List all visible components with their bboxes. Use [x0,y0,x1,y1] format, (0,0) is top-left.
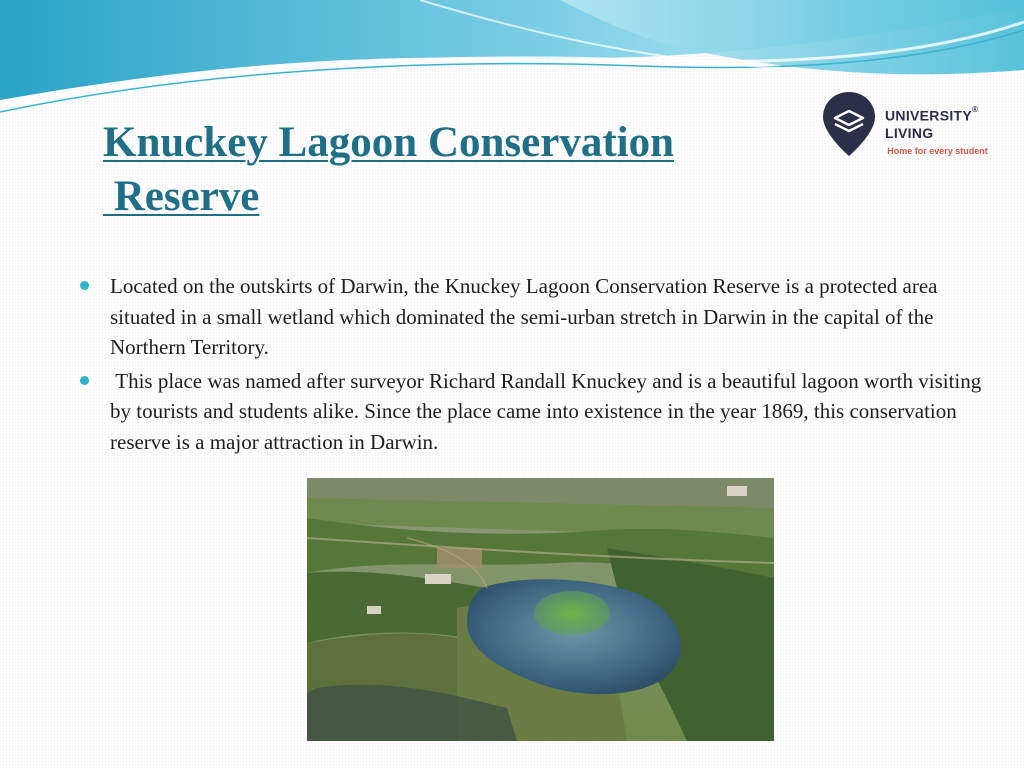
logo-name: UNIVERSITY® LIVING [885,105,979,141]
logo-tagline: Home for every student [887,146,988,156]
university-living-logo [818,88,998,160]
map-pin-book-icon [821,90,877,158]
registered-mark: ® [972,105,979,114]
list-item [77,271,997,363]
title-line-2: Reserve [103,173,260,220]
bullet-dot-icon [80,376,89,385]
bullet-text: This place was named after surveyor Richard Randall Knuckey and is a beautiful lagoon worth visiting by tourists and students alike. Since the place came into existence in the year 1869, this conservation reserve is a major attraction in Darwin. [110,368,987,454]
bullet-dot-icon [80,281,89,290]
lagoon-aerial-photo [307,478,774,741]
bullet-list [77,271,997,460]
list-item [77,366,997,458]
page-title [103,116,743,224]
bullet-text: Located on the outskirts of Darwin, the Knuckey Lagoon Conservation Reserve is a protected area situated in a small wetland which dominated the semi-urban stretch in Darwin in the capital of the Northern Territory. [110,274,938,359]
title-line-1: Knuckey Lagoon Conservation [103,119,675,166]
